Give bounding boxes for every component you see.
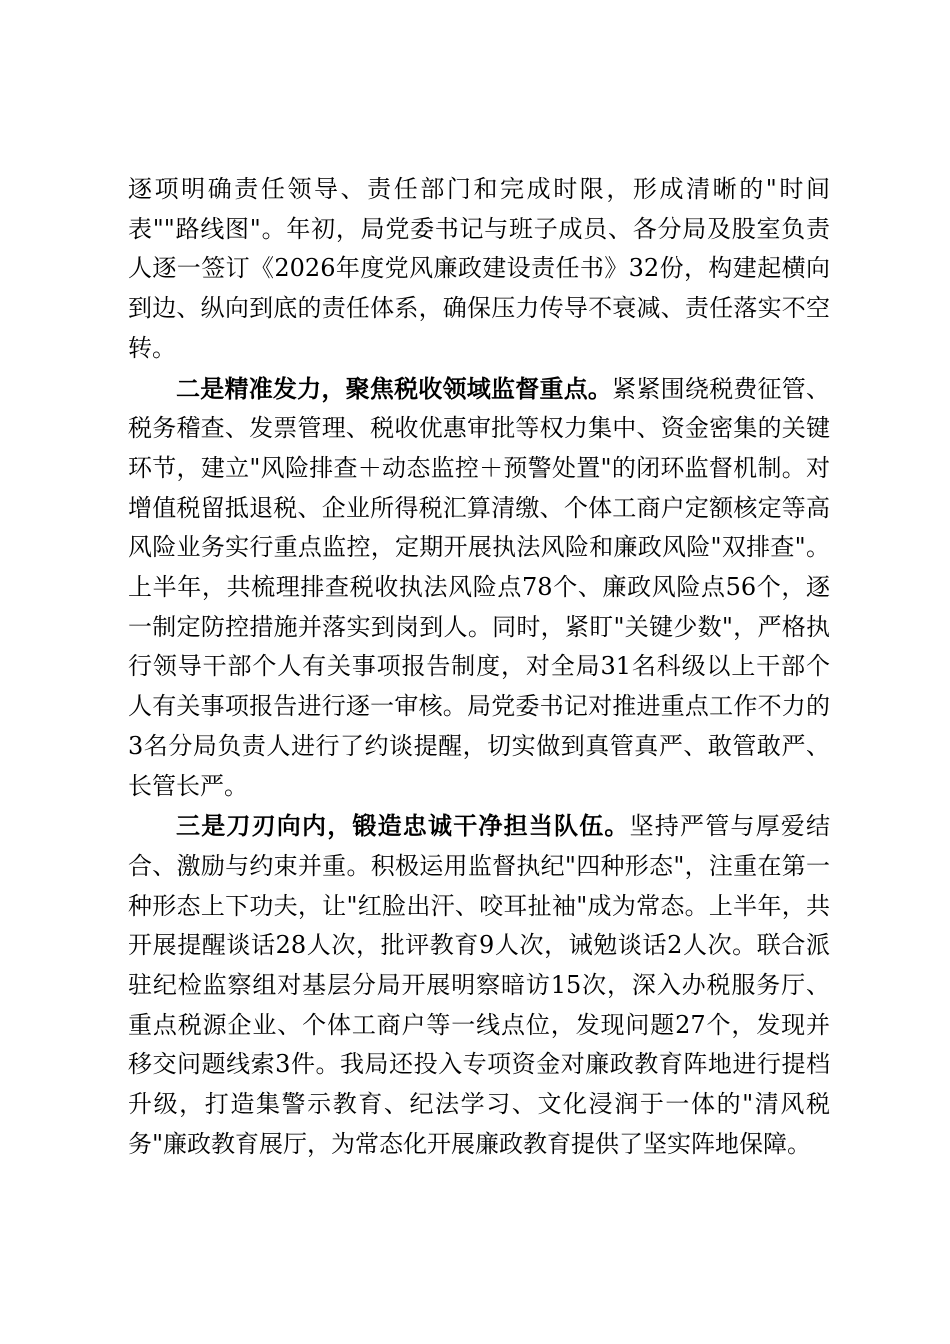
paragraph-lead-heading: 二是精准发力，聚焦税收领域监督重点。: [176, 373, 613, 403]
document-body: [128, 170, 830, 1165]
paragraph-text: 逐项明确责任领导、责任部门和完成时限，形成清晰的"时间表""路线图"。年初，局党委书记与班子成员、各分局及股室负责人逐一签订《2026年度党风廉政建设责任书》32份，构建起横向到边、纵向到底的责任体系，确保压力传导不衰减、责任落实不空转。: [128, 175, 830, 362]
paragraph-continued: [128, 170, 830, 369]
paragraph-precise-supervision: [128, 369, 830, 807]
paragraph-text: 紧紧围绕税费征管、税务稽查、发票管理、税收优惠审批等权力集中、资金密集的关键环节，建立"风险排查＋动态监控＋预警处置"的闭环监督机制。对增值税留抵退税、企业所得税汇算清缴、个体工商户定额核定等高风险业务实行重点监控，定期开展执法风险和廉政风险"双排查"。上半年，共梳理排查税收执法风险点78个、廉政风险点56个，逐一制定防控措施并落实到岗到人。同时，紧盯"关键少数"，严格执行领导干部个人有关事项报告制度，对全局31名科级以上干部个人有关事项报告进行逐一审核。局党委书记对推进重点工作不力的3名分局负责人进行了约谈提醒，切实做到真管真严、敢管敢严、长管长严。: [128, 374, 831, 800]
paragraph-team-building: [128, 806, 830, 1164]
paragraph-lead-heading: 三是刀刃向内，锻造忠诚干净担当队伍。: [176, 811, 630, 841]
paragraph-text: 坚持严管与厚爱结合、激励与约束并重。积极运用监督执纪"四种形态"，注重在第一种形态上下功夫，让"红脸出汗、咬耳扯袖"成为常态。上半年，共开展提醒谈话28人次，批评教育9人次，诫勉谈话2人次。联合派驻纪检监察组对基层分局开展明察暗访15次，深入办税服务厅、重点税源企业、个体工商户等一线点位，发现问题27个，发现并移交问题线索3件。我局还投入专项资金对廉政教育阵地进行提档升级，打造集警示教育、纪法学习、文化浸润于一体的"清风税务"廉政教育展厅，为常态化开展廉政教育提供了坚实阵地保障。: [128, 812, 831, 1158]
